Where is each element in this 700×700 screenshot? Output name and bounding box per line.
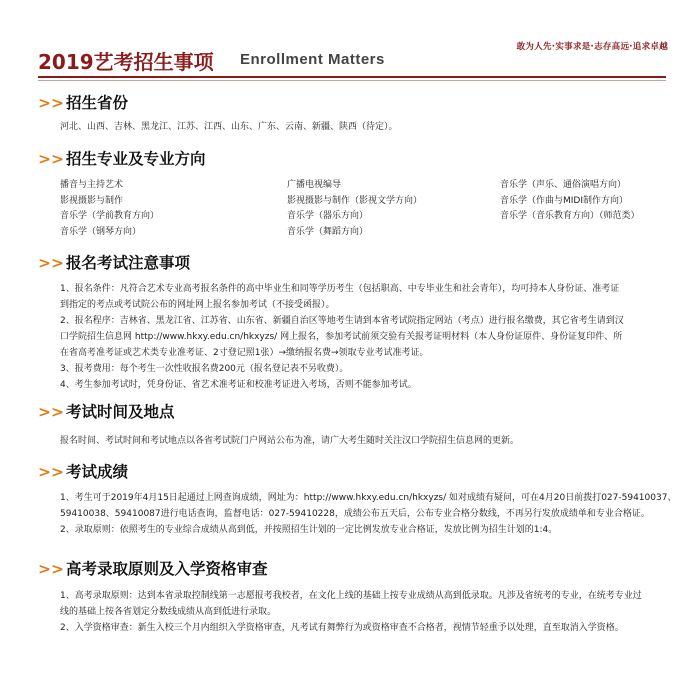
double-arrow-icon: >> — [38, 463, 64, 481]
page-title-english: Enrollment Matters — [240, 51, 385, 68]
section-heading-registration — [38, 251, 190, 273]
paragraph-line: 1、高考录取原则：达到本省录取控制线第一志愿报考我校者，在文化上线的基础上按专业成绩从高到低录取。凡涉及省统考的专业，在统考专业过 — [60, 591, 642, 601]
majors-column-2 — [287, 178, 422, 240]
page-title-row — [38, 46, 668, 76]
major-item: 影视摄影与制作（影视文学方向） — [287, 195, 423, 206]
paragraph-line: 口学院招生信息网 http://www.hkxy.edu.cn/hkxyzs/ 网上报名，参加考试前须交验有关报考证明材料（本人身份证原件、身份证复印件、所 — [60, 332, 623, 342]
major-item: 音乐学（音乐教育方向）（师范类） — [500, 211, 640, 221]
paragraph-line: 3、报考费用：每个考生一次性收报名费200元（报名登记表不另收费）。 — [60, 364, 349, 374]
majors-column-3 — [500, 178, 640, 225]
major-item: 播音与主持艺术 — [60, 180, 124, 190]
section-heading-majors — [38, 147, 206, 169]
major-item: 音乐学（舞蹈方向） — [287, 226, 369, 237]
provinces-text: 河北、山西、吉林、黑龙江、江苏、江西、山东、广东、云南、新疆、陕西（待定）。 — [60, 122, 398, 132]
admission-text — [60, 588, 672, 636]
paragraph-line: 2、入学资格审查：新生入校三个月内组织入学资格审查，凡考试有舞弊行为或资格审查不合格者，视情节轻重予以处理，直至取消入学资格。 — [60, 623, 624, 633]
title-divider — [38, 76, 666, 78]
time-place-text: 报名时间、考试时间和考试地点以各省考试院门户网站公布为准，请广大考生随时关注汉口学院招生信息网的更新。 — [60, 436, 520, 446]
paragraph-line: 59410038、59410087进行电话查询，监督电话：027-59410228，成绩公布五天后，公布专业合格分数线，不再另行发放成绩单和专业合格证。 — [60, 509, 650, 519]
major-item: 音乐学（钢琴方向） — [60, 226, 142, 237]
major-item: 音乐学（器乐方向） — [287, 211, 369, 221]
section-title: 高考录取原则及入学资格审查 — [65, 560, 268, 578]
registration-text — [60, 281, 672, 393]
paragraph-line: 到指定的考点或考试院公布的网址网上报名参加考试（不接受函报）。 — [60, 300, 335, 310]
section-title: 报名考试注意事项 — [65, 254, 190, 272]
double-arrow-icon: >> — [38, 94, 64, 112]
double-arrow-icon: >> — [38, 254, 64, 272]
title-divider-thin — [38, 80, 666, 81]
paragraph-line: 4、考生参加考试时，凭身份证、省艺术准考证和校准考证进入考场，否则不能参加考试。 — [60, 380, 417, 390]
section-title: 考试成绩 — [65, 463, 128, 481]
section-heading-time-place — [38, 400, 175, 422]
page-title: 2019艺考招生事项 — [38, 50, 214, 74]
major-item: 影视摄影与制作 — [60, 195, 124, 206]
majors-column-1 — [60, 178, 159, 240]
double-arrow-icon: >> — [38, 150, 64, 168]
section-heading-admission — [38, 557, 268, 579]
major-item: 广播电视编导 — [287, 180, 342, 190]
paragraph-line: 线的基础上按各省划定分数线成绩从高到低进行录取。 — [60, 607, 277, 617]
paragraph-line: 1、报名条件：凡符合艺术专业高考报名条件的高中毕业生和同等学历考生（包括职高、中专毕业生和社会青年），均可持本人身份证、准考证 — [60, 284, 620, 294]
double-arrow-icon: >> — [38, 403, 64, 421]
major-item: 音乐学（声乐、通俗演唱方向） — [500, 180, 627, 190]
section-title: 招生省份 — [65, 94, 128, 112]
section-title: 考试时间及地点 — [65, 403, 175, 421]
major-item: 音乐学（作曲与MIDI制作方向） — [500, 195, 629, 206]
section-heading-results — [38, 460, 128, 482]
paragraph-line: 2、报名程序：吉林省、黑龙江省、江苏省、山东省、新疆自治区等地考生请到本省考试院指定网站（考点）进行报名缴费，其它省考生请到汉 — [60, 316, 624, 326]
double-arrow-icon: >> — [38, 560, 64, 578]
major-item: 音乐学（学前教育方向） — [60, 211, 160, 221]
section-title: 招生专业及专业方向 — [65, 150, 206, 168]
results-text — [60, 490, 677, 538]
paragraph-line: 在省高考准考证或艺术类专业准考证、2寸登记照1张）→缴纳报名费→领取专业考试准考证。 — [60, 348, 429, 358]
paragraph-line: 2、录取原则：依照考生的专业综合成绩从高到低，并按照招生计划的一定比例发放专业合格证，发放比例为招生计划的1:4。 — [60, 525, 558, 535]
majors-list — [60, 178, 672, 244]
section-heading-provinces — [38, 91, 128, 113]
school-motto: 敢为人先·实事求是·志存高远·追求卓越 — [516, 42, 668, 52]
paragraph-line: 1、考生可于2019年4月15日起通过上网查询成绩，网址为：http://www.hkxy.edu.cn/hkxyzs/ 如对成绩有疑问，可在4月20日前拨打027-59410037、 — [60, 493, 677, 503]
